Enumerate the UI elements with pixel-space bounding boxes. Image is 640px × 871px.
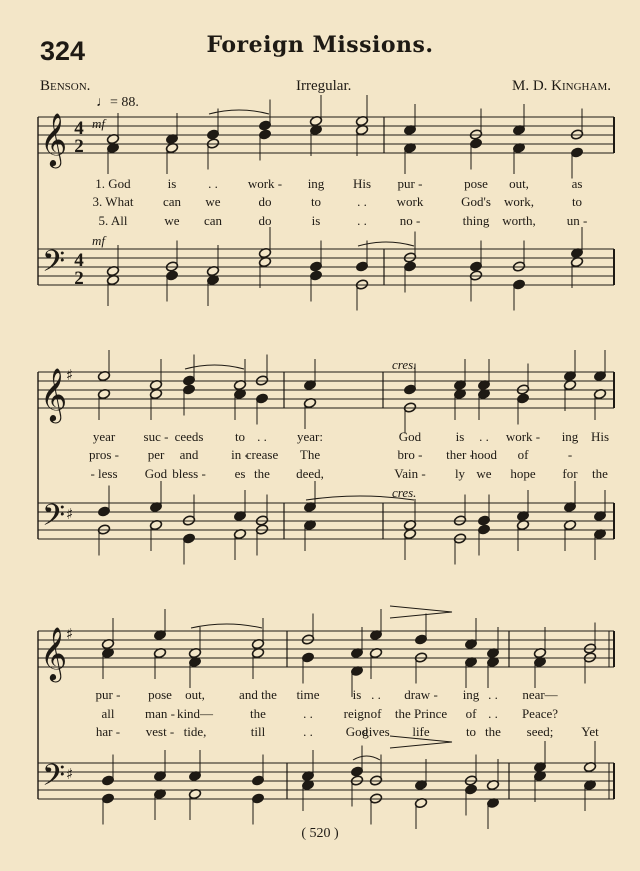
lyric-syllable: thing: [462, 213, 490, 228]
lyric-syllable: His: [590, 429, 610, 444]
lyric-syllable: - less: [90, 466, 118, 481]
lyric-syllable: time: [296, 687, 320, 702]
lyric-syllable: ing: [462, 687, 480, 702]
lyric-syllable: the: [485, 724, 501, 739]
lyric-syllable: all: [101, 706, 115, 721]
tie: [191, 624, 262, 628]
bass-clef: 𝄢: [42, 245, 66, 286]
lyric-syllable: year:: [297, 429, 323, 444]
lyric-syllable: crease: [245, 447, 279, 462]
lyric-syllable: kind—: [176, 706, 214, 721]
lyric-syllable: the: [250, 706, 266, 721]
lyric-syllable: to: [234, 429, 246, 444]
tune-name: Benson.: [40, 78, 91, 94]
lyric-syllable: out,: [185, 687, 205, 702]
lyric-syllable: the: [592, 466, 608, 481]
lyric-syllable: Vain -: [394, 466, 426, 481]
dynamic-mf: mf: [92, 233, 105, 248]
composer: M. D. Kingham.: [512, 78, 611, 94]
lyric-syllable: hood: [471, 447, 497, 462]
lyric-syllable: har -: [95, 724, 121, 739]
lyric-syllable: . .: [371, 687, 381, 702]
lyric-syllable: ly: [454, 466, 466, 481]
time-signature-bottom: 2: [74, 268, 84, 289]
lyric-syllable: ing: [307, 176, 325, 191]
lyric-syllable: for: [562, 466, 578, 481]
lyric-syllable: pur -: [95, 687, 121, 702]
bass-clef: 𝄢: [42, 499, 66, 540]
lyric-syllable: es: [234, 466, 246, 481]
lyric-syllable: suc -: [143, 429, 169, 444]
lyric-syllable: gives: [362, 724, 390, 739]
lyric-syllable: can: [162, 194, 182, 209]
dynamic-cres: cres.: [392, 485, 417, 500]
lyric-syllable: . .: [208, 176, 218, 191]
lyric-syllable: His: [352, 176, 372, 191]
lyric-syllable: year: [92, 429, 116, 444]
lyric-syllable: man -: [145, 706, 175, 721]
lyric-syllable: in -: [231, 447, 249, 462]
meter: Irregular.: [296, 78, 352, 94]
lyric-syllable: out,: [509, 176, 529, 191]
lyric-syllable: . .: [488, 706, 498, 721]
lyric-syllable: God: [345, 724, 369, 739]
lyric-syllable: God: [144, 466, 168, 481]
page-title: Foreign Missions.: [206, 32, 434, 58]
key-sharp: ♯: [66, 625, 74, 643]
lyric-syllable: Yet: [581, 724, 599, 739]
bass-clef: 𝄢: [42, 759, 66, 800]
lyric-syllable: . .: [488, 687, 498, 702]
treble-clef: 𝄞: [40, 112, 68, 166]
lyric-syllable: bless -: [172, 466, 206, 481]
lyric-syllable: pose: [148, 687, 172, 702]
lyric-syllable: deed,: [296, 466, 324, 481]
lyric-syllable: work -: [247, 176, 283, 191]
lyric-syllable: life: [412, 724, 430, 739]
lyric-syllable: draw -: [404, 687, 438, 702]
lyric-syllable: is: [167, 176, 177, 191]
lyric-syllable: work: [396, 194, 424, 209]
lyric-syllable: is: [455, 429, 465, 444]
lyric-syllable: God's: [461, 194, 491, 209]
lyric-syllable: as: [571, 176, 583, 191]
key-sharp: ♯: [66, 505, 74, 523]
lyric-syllable: -: [567, 447, 573, 462]
tie: [358, 242, 414, 246]
lyric-syllable: can: [203, 213, 223, 228]
lyric-syllable: 3. What: [92, 194, 134, 209]
lyric-syllable: bro -: [397, 447, 423, 462]
lyric-syllable: the: [254, 466, 270, 481]
lyric-syllable: 1. God: [95, 176, 131, 191]
lyric-syllable: is: [311, 213, 321, 228]
time-signature-top: 4: [74, 118, 84, 139]
lyric-syllable: . .: [357, 194, 367, 209]
lyric-syllable: of: [465, 706, 477, 721]
lyric-syllable: The: [299, 447, 321, 462]
lyric-syllable: . .: [303, 724, 313, 739]
lyric-syllable: work -: [505, 429, 541, 444]
lyric-syllable: no -: [399, 213, 421, 228]
lyric-syllable: . .: [479, 429, 489, 444]
key-sharp: ♯: [66, 366, 74, 384]
lyric-syllable: ther -: [446, 447, 474, 462]
lyric-syllable: near—: [522, 687, 558, 702]
lyric-syllable: to: [571, 194, 583, 209]
lyric-syllable: of: [370, 706, 382, 721]
lyric-syllable: pose: [464, 176, 488, 191]
lyric-syllable: un -: [566, 213, 588, 228]
page-number: ( 520 ): [301, 826, 339, 841]
lyric-syllable: we: [476, 466, 492, 481]
key-sharp: ♯: [66, 765, 74, 783]
lyric-syllable: hope: [510, 466, 536, 481]
lyric-syllable: till: [250, 724, 266, 739]
dynamic-mf: mf: [92, 116, 105, 131]
lyric-syllable: seed;: [526, 724, 554, 739]
lyric-syllable: and the: [239, 687, 277, 702]
lyric-syllable: do: [258, 213, 272, 228]
lyric-syllable: to: [310, 194, 322, 209]
lyric-syllable: ceeds: [174, 429, 204, 444]
lyric-syllable: reign: [343, 706, 371, 721]
lyric-syllable: is: [352, 687, 362, 702]
lyric-syllable: tide,: [183, 724, 207, 739]
lyric-syllable: and: [179, 447, 199, 462]
time-signature-bottom: 2: [74, 136, 84, 157]
lyric-syllable: work,: [504, 194, 534, 209]
tempo-marking: ♩= 88.: [96, 95, 139, 110]
lyric-syllable: worth,: [502, 213, 536, 228]
lyric-syllable: we: [205, 194, 221, 209]
lyric-syllable: God: [398, 429, 422, 444]
lyric-syllable: Peace?: [521, 706, 559, 721]
lyric-syllable: . .: [303, 706, 313, 721]
tie: [353, 756, 380, 760]
time-signature-top: 4: [74, 250, 84, 271]
hymn-number: 324: [40, 36, 86, 66]
lyric-syllable: we: [164, 213, 180, 228]
lyric-syllable: do: [258, 194, 272, 209]
lyric-syllable: 5. All: [98, 213, 128, 228]
treble-clef: 𝄞: [40, 626, 68, 680]
lyric-syllable: vest -: [145, 724, 175, 739]
treble-clef: 𝄞: [40, 367, 68, 421]
crescendo-hairpin: [390, 606, 452, 618]
lyric-syllable: of: [517, 447, 529, 462]
lyric-syllable: the Prince: [394, 706, 448, 721]
lyric-syllable: pur -: [397, 176, 423, 191]
lyric-syllable: . .: [257, 429, 267, 444]
lyric-syllable: . .: [357, 213, 367, 228]
lyric-syllable: ing: [561, 429, 579, 444]
lyric-syllable: to: [465, 724, 477, 739]
dynamic-cres: cres.: [392, 357, 417, 372]
lyric-syllable: pros -: [89, 447, 119, 462]
lyric-syllable: per: [147, 447, 165, 462]
